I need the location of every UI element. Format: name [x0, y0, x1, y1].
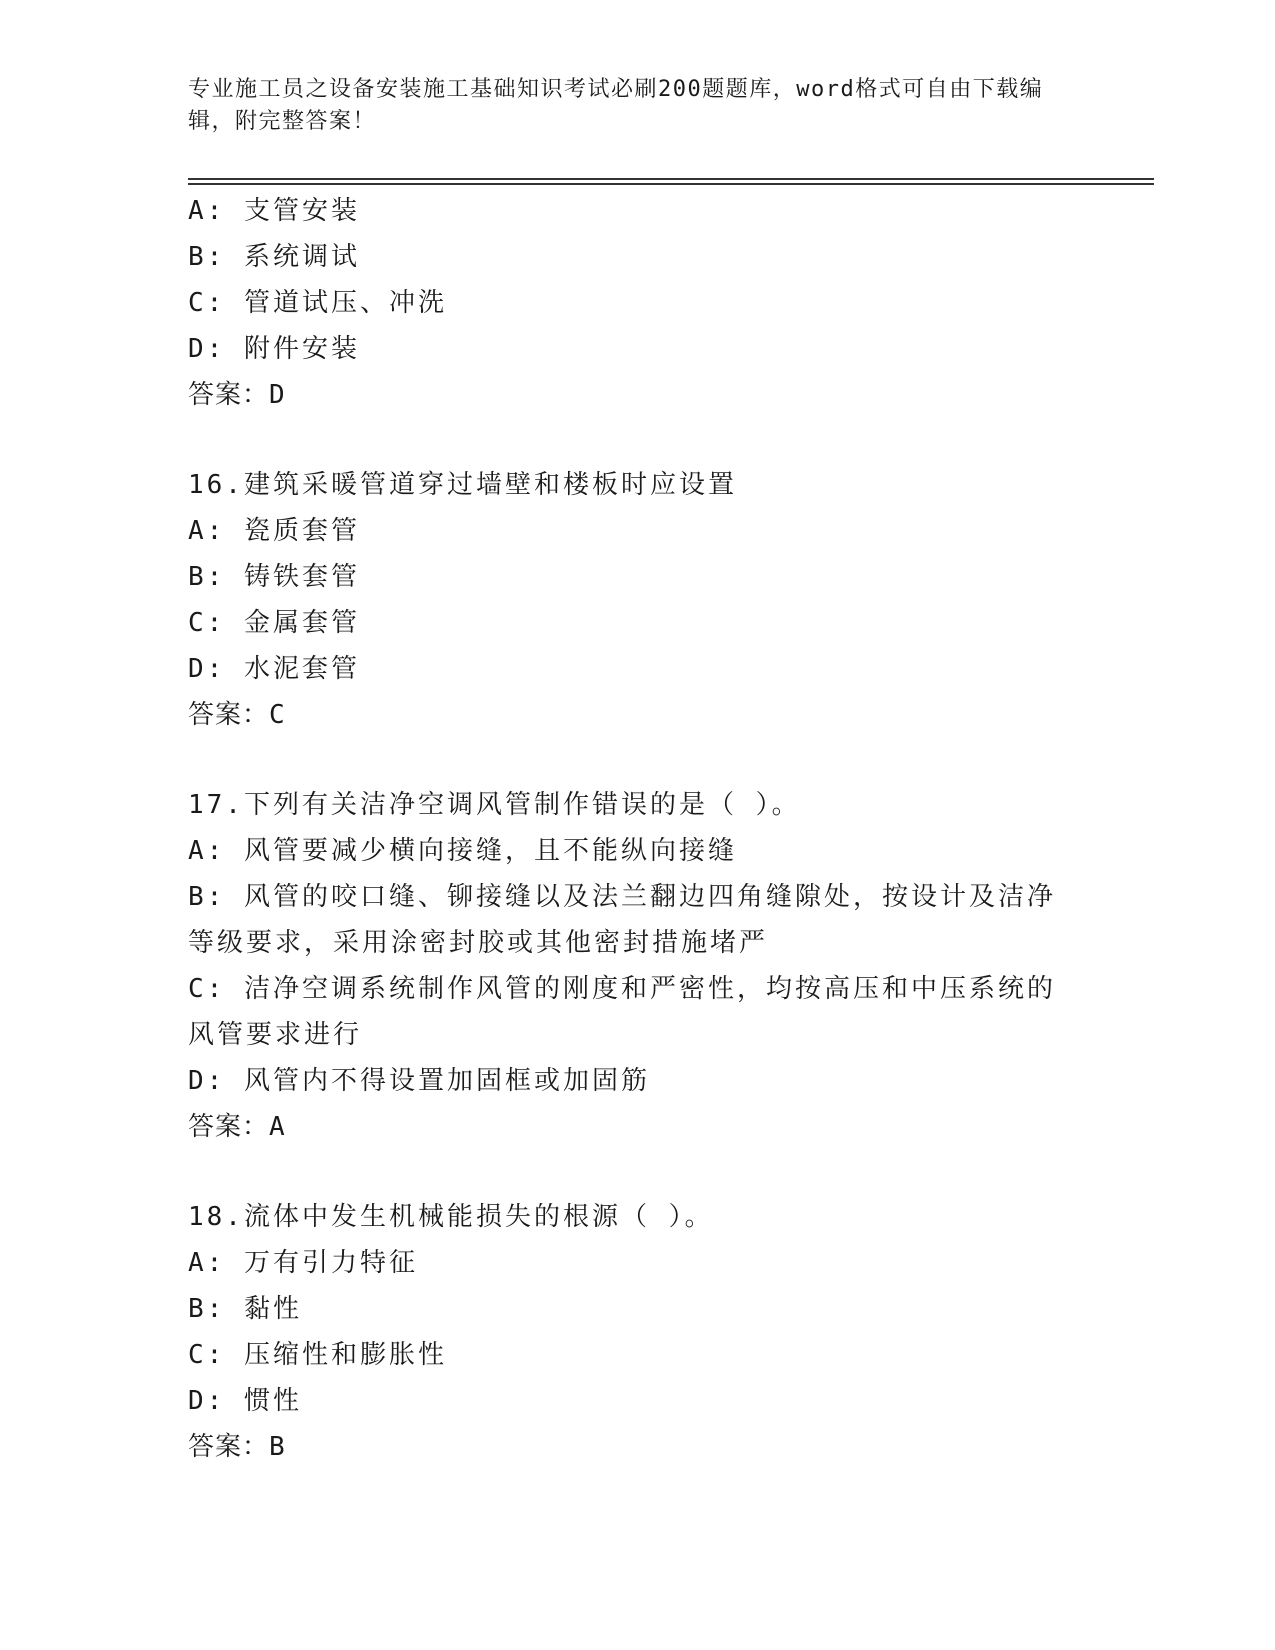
option-c: C: 压缩性和膨胀性	[188, 1340, 447, 1370]
answer-value: C	[269, 700, 286, 730]
option-d: D: 水泥套管	[188, 654, 360, 684]
answer-value: D	[269, 380, 286, 410]
answer-line	[188, 1424, 1088, 1470]
option-d: D: 风管内不得设置加固框或加固筋	[188, 1066, 650, 1096]
answer-label: 答案：	[188, 1112, 270, 1142]
answer-value: B	[269, 1432, 286, 1462]
answer-line	[188, 1104, 1088, 1150]
option-a: A: 万有引力特征	[188, 1248, 418, 1278]
answer-label: 答案：	[188, 380, 270, 410]
question-content	[188, 188, 1088, 1470]
question-18-text: 18.流体中发生机械能损失的根源（ ）。	[188, 1202, 714, 1232]
option-c: C: 管道试压、冲洗	[188, 288, 447, 318]
question-17-text: 17.下列有关洁净空调风管制作错误的是（ ）。	[188, 790, 801, 820]
header-rule-bottom	[188, 183, 1154, 185]
question-16-text: 16.建筑采暖管道穿过墙壁和楼板时应设置	[188, 470, 737, 500]
option-b: B: 铸铁套管	[188, 562, 360, 592]
option-d: D: 惯性	[188, 1386, 302, 1416]
option-b: B: 黏性	[188, 1294, 302, 1324]
option-d: D: 附件安装	[188, 334, 360, 364]
header-rule-top	[188, 178, 1154, 180]
option-c: C: 金属套管	[188, 608, 360, 638]
option-a: A: 支管安装	[188, 196, 360, 226]
answer-label: 答案：	[188, 700, 270, 730]
answer-value: A	[269, 1112, 286, 1142]
document-header: 专业施工员之设备安装施工基础知识考试必刷200题题库，word格式可自由下载编辑，附完整答案！	[188, 77, 1044, 134]
option-a: A: 瓷质套管	[188, 516, 360, 546]
option-b: B: 系统调试	[188, 242, 360, 272]
answer-line	[188, 372, 1088, 418]
answer-line	[188, 692, 1088, 738]
option-b: B: 风管的咬口缝、铆接缝以及法兰翻边四角缝隙处，按设计及洁净等级要求，采用涂密封胶或其他密封措施堵严	[188, 882, 1056, 958]
answer-label: 答案：	[188, 1432, 270, 1462]
option-a: A: 风管要减少横向接缝，且不能纵向接缝	[188, 836, 737, 866]
option-c: C: 洁净空调系统制作风管的刚度和严密性，均按高压和中压系统的风管要求进行	[188, 974, 1056, 1050]
